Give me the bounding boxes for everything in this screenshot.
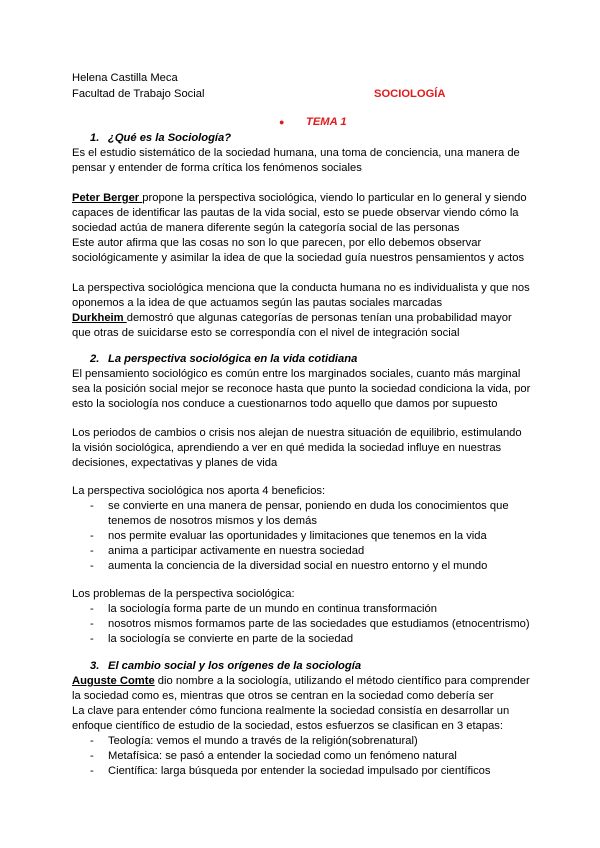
paragraph-line: Los periodos de cambios o crisis nos alejan de nuestra situación de equilibrio, estimulando [72,427,522,439]
list-item: nos permite evaluar las oportunidades y limitaciones que tenemos en la vida [108,530,487,542]
list-dash: - [90,765,94,777]
author-auguste-comte: Auguste Comte [72,675,155,687]
paragraph-line: pensar y entender de forma crítica los fenómenos sociales [72,162,362,174]
list-item: la sociología forma parte de un mundo en continua transformación [108,603,437,615]
list-dash: - [90,560,94,572]
paragraph-line: sea la posición social mejor se reconoce hasta que punto la sociedad condiciona la vida, por [72,383,531,395]
list-item: se convierte en una manera de pensar, poniendo en duda los conocimientos que [108,500,509,512]
section-3-number: 3. [90,660,100,672]
paragraph-line: capaces de identificar las pautas de la vida social, esto se puede observar viendo cómo la [72,207,519,219]
list-dash: - [90,530,94,542]
paragraph-line: Auguste Comte dio nombre a la sociología, utilizando el método científico para comprender [72,675,530,687]
paragraph-line: que otras de suicidarse esto se correspondía con el nivel de integración social [72,327,460,339]
paragraph-line: El pensamiento sociológico es común entre los marginados sociales, cuanto más marginal [72,368,521,380]
author-durkheim: Durkheim [72,312,127,324]
paragraph-line: oponemos a la idea de que actuamos según las pautas sociales marcadas [72,297,443,309]
paragraph-line: Es el estudio sistemático de la sociedad humana, una toma de conciencia, una manera de [72,147,520,159]
section-1-number: 1. [90,132,100,144]
list-dash: - [90,750,94,762]
paragraph-line: sociológicamente y asimilar la idea de que la sociedad guía nuestros pensamientos y actos [72,252,525,264]
section-1-title: ¿Qué es la Sociología? [108,132,232,144]
list-item: Teología: vemos el mundo a través de la religión(sobrenatural) [108,735,418,747]
author-name: Helena Castilla Meca [72,72,178,84]
faculty-name: Facultad de Trabajo Social [72,88,205,100]
paragraph-line: La perspectiva sociológica menciona que la conducta humana no es individualista y que nos [72,282,530,294]
list-item: la sociología se convierte en parte de la sociedad [108,633,354,645]
paragraph-line: Peter Berger propone la perspectiva sociológica, viendo lo particular en lo general y siendo [72,192,527,204]
paragraph-line: La clave para entender cómo funciona realmente la sociedad consistía en desarrollar un [72,705,510,717]
section-3-title: El cambio social y los orígenes de la sociología [108,660,362,672]
benefits-intro: La perspectiva sociológica nos aporta 4 beneficios: [72,485,326,497]
list-item: aumenta la conciencia de la diversidad social en nuestro entorno y el mundo [108,560,488,572]
author-peter-berger: Peter Berger [72,192,143,204]
list-item: anima a participar activamente en nuestra sociedad [108,545,365,557]
topic-title: TEMA 1 [306,116,347,128]
paragraph-line: Este autor afirma que las cosas no son lo que parecen, por ello debemos observar [72,237,482,249]
paragraph-line: la visión sociológica, aprendiendo a ver en qué medida la sociedad influye en nuestras [72,442,502,454]
subject-title: SOCIOLOGÍA [374,88,446,100]
list-dash: - [90,500,94,512]
section-2-number: 2. [90,353,100,365]
list-dash: - [90,633,94,645]
list-item: Científica: larga búsqueda por entender la sociedad impulsado por científicos [108,765,491,777]
list-item: nosotros mismos formamos parte de las sociedades que estudiamos (etnocentrismo) [108,618,530,630]
paragraph-line: decisiones, expectativas y planes de vida [72,457,278,469]
problems-intro: Los problemas de la perspectiva sociológica: [72,588,295,600]
paragraph-line: Durkheim demostró que algunas categorías de personas tenían una probabilidad mayor [72,312,512,324]
list-dash: - [90,545,94,557]
paragraph-line: sociedad actúa de manera diferente según la categoría social de las personas [72,222,460,234]
list-item: Metafísica: se pasó a entender la sociedad como un fenómeno natural [108,750,457,762]
list-dash: - [90,735,94,747]
topic-bullet: ● [279,117,285,127]
paragraph-line: esto la sociología nos conduce a cuestionarnos todo aquello que damos por supuesto [72,398,498,410]
list-dash: - [90,603,94,615]
paragraph-line: enfoque científico de estudio de la sociedad, estos esfuerzos se clasifican en 3 etapas: [72,720,503,732]
section-2-title: La perspectiva sociológica en la vida cotidiana [108,353,358,365]
list-item-continuation: tenemos de nosotros mismos y los demás [108,515,317,527]
list-dash: - [90,618,94,630]
paragraph-line: la sociedad como es, mientras que otros se centran en la sociedad como debería ser [72,690,494,702]
